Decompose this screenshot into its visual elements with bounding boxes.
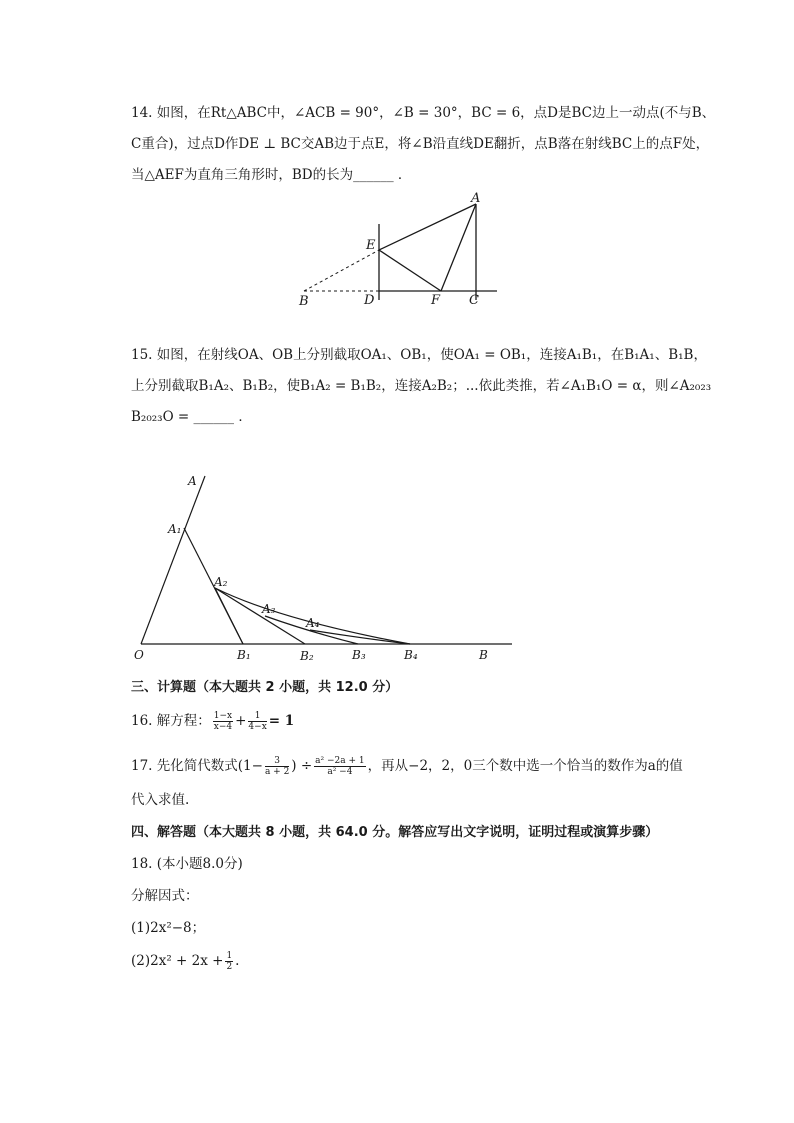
q18-part2-prefix: (2)2x² + 2x +	[131, 953, 224, 969]
q17-prefix: 17. 先化简代数式(1−	[131, 758, 263, 774]
q15-label-a4: A₄	[306, 616, 320, 630]
q15-ray-oa	[141, 476, 205, 644]
q18-part2	[131, 951, 239, 972]
q14-ef	[379, 250, 441, 291]
q15-label-b3: B₃	[352, 648, 366, 662]
q17-mid: ) ÷	[291, 758, 313, 774]
q17-fraction-1: $\frac{3}{a + 2}$	[264, 756, 290, 777]
q15-label-b: B	[479, 648, 488, 662]
q18-part1: (1)2x²−8；	[131, 920, 206, 936]
q14-label-c: C	[469, 293, 479, 308]
q15-line2: 上分别截取B₁A₂、B₁B₂，使B₁A₂ = B₁B₂，连接A₂B₂；...依此类推，若∠A₁B₁O = α，则∠A₂₀₂₃	[131, 378, 712, 394]
q17-suffix: ，再从−2，2，0三个数中选一个恰当的数作为a的值	[367, 758, 683, 774]
q15-label-a3: A₃	[262, 602, 276, 616]
q14-ea	[379, 204, 476, 250]
q18-fraction: $\frac{1}{2}$	[226, 951, 233, 972]
q15-label-a1: A₁	[168, 522, 182, 536]
q14-line2: C重合)，过点D作DE ⊥ BC交AB边于点E，将∠B沿直线DE翻折，点B落在射线BC上的点F处，	[131, 136, 710, 152]
q16-fraction-2: $\frac{1}{4-x}$	[248, 711, 267, 732]
q16-plus: +	[235, 713, 247, 729]
q17-line1	[131, 756, 683, 777]
q16-fraction-1: $\frac{1-x}{x-4}$	[213, 711, 233, 732]
q16-suffix: = 1	[268, 713, 295, 729]
q14-fa	[441, 204, 476, 291]
q17-line2: 代入求值.	[131, 792, 190, 808]
section4-heading: 四、解答题（本大题共 8 小题，共 64.0 分。解答应写出文字说明，证明过程或演算步骤）	[131, 825, 659, 840]
q14-label-a: A	[471, 191, 481, 206]
q15-label-b1: B₁	[237, 648, 251, 662]
q17-fraction-2: $\frac{\text{a² −2a + 1}}{\text{a² −4}}$	[315, 756, 365, 777]
q14-dashed-be	[304, 250, 379, 291]
q14-figure	[290, 190, 510, 312]
q14-label-f: F	[431, 293, 441, 308]
q15-label-b4: B₄	[404, 648, 418, 662]
q14-label-b: B	[299, 294, 309, 309]
q15-label-a2: A₂	[214, 575, 228, 589]
q15-label-o: O	[134, 648, 144, 662]
q14-label-e: E	[366, 238, 376, 253]
q15-figure	[130, 470, 520, 665]
q14-label-d: D	[364, 293, 375, 308]
q14-line3: 当△AEF为直角三角形时，BD的长为______ ．	[131, 167, 412, 183]
q16-prefix: 16. 解方程：	[131, 713, 211, 729]
q18-title: 18. (本小题8.0分)	[131, 856, 243, 872]
section3-heading: 三、计算题（本大题共 2 小题，共 12.0 分）	[131, 680, 399, 695]
q15-label-b2: B₂	[300, 649, 314, 663]
q15-line3: B₂₀₂₃O = ______ ．	[131, 409, 252, 425]
q15-line1: 15. 如图，在射线OA、OB上分别截取OA₁、OB₁，使OA₁ = OB₁，连接A₁B₁，在B₁A₁、B₁B，	[131, 347, 707, 363]
q18-part2-suffix: .	[235, 953, 240, 969]
q15-label-a: A	[188, 474, 197, 488]
q14-line1: 14. 如图，在Rt△ABC中，∠ACB = 90°，∠B = 30°，BC = 6，点D是BC边上一动点(不与B、	[131, 105, 716, 121]
q16	[131, 711, 294, 732]
q18-instruction: 分解因式：	[131, 888, 199, 904]
q15-a4-b4	[310, 630, 410, 644]
